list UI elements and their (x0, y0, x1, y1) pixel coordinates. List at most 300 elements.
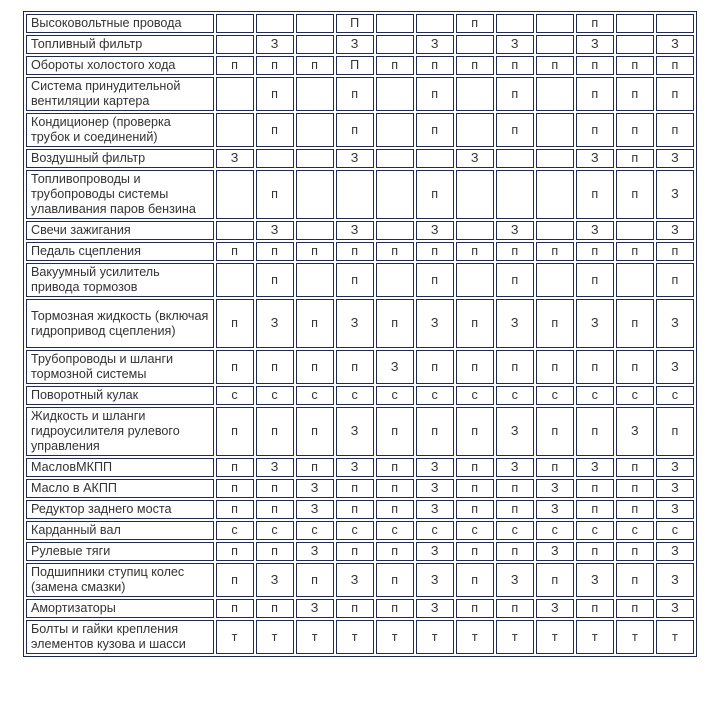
table-cell: с (416, 521, 454, 540)
table-cell: т (456, 620, 494, 654)
table-cell (296, 77, 334, 111)
table-cell: п (616, 113, 654, 147)
table-cell: З (496, 563, 534, 597)
table-cell (536, 221, 574, 240)
table-cell: З (656, 479, 694, 498)
table-cell (616, 35, 654, 54)
table-cell: п (416, 170, 454, 219)
table-cell: п (216, 563, 254, 597)
table-cell: с (296, 521, 334, 540)
table-cell: т (376, 620, 414, 654)
table-cell: п (416, 407, 454, 456)
table-cell: З (336, 299, 374, 348)
table-cell: п (256, 599, 294, 618)
table-cell: З (656, 221, 694, 240)
table-cell: п (496, 542, 534, 561)
table-cell: т (256, 620, 294, 654)
table-cell: З (416, 563, 454, 597)
table-cell (536, 170, 574, 219)
table-cell: п (616, 500, 654, 519)
table-cell: п (376, 563, 414, 597)
table-cell: п (496, 500, 534, 519)
table-cell: п (656, 242, 694, 261)
table-cell (376, 263, 414, 297)
table-cell: с (376, 521, 414, 540)
table-cell (376, 77, 414, 111)
table-row (26, 521, 694, 540)
table-cell: п (376, 479, 414, 498)
table-cell (456, 263, 494, 297)
table-cell: З (296, 542, 334, 561)
table-cell: с (336, 521, 374, 540)
table-cell: п (376, 56, 414, 75)
table-cell: п (256, 113, 294, 147)
table-cell (536, 35, 574, 54)
table-cell (216, 77, 254, 111)
table-cell: п (656, 56, 694, 75)
table-cell: п (536, 299, 574, 348)
table-cell (416, 14, 454, 33)
table-cell: п (376, 542, 414, 561)
table-cell: п (376, 458, 414, 477)
table-cell (376, 14, 414, 33)
table-cell: З (496, 407, 534, 456)
table-row (26, 542, 694, 561)
table-cell: п (456, 542, 494, 561)
table-cell: с (216, 521, 254, 540)
row-component-name: Рулевые тяги (26, 542, 214, 561)
table-cell: п (616, 599, 654, 618)
table-cell: п (256, 500, 294, 519)
table-cell: п (216, 350, 254, 384)
table-cell: с (256, 386, 294, 405)
table-cell: п (336, 542, 374, 561)
maintenance-table-body (26, 14, 694, 654)
table-cell: З (256, 221, 294, 240)
table-cell: п (256, 170, 294, 219)
row-component-name: Высоковольтные провода (26, 14, 214, 33)
table-cell: п (456, 242, 494, 261)
table-cell: п (376, 599, 414, 618)
table-cell: п (496, 350, 534, 384)
table-cell: п (416, 113, 454, 147)
table-cell: с (296, 386, 334, 405)
table-cell (536, 113, 574, 147)
table-cell: с (496, 521, 534, 540)
table-cell (376, 170, 414, 219)
table-row (26, 620, 694, 654)
table-cell: с (656, 521, 694, 540)
table-cell: п (656, 263, 694, 297)
table-cell: с (616, 521, 654, 540)
table-cell: З (496, 299, 534, 348)
table-cell: п (616, 77, 654, 111)
table-cell: п (616, 563, 654, 597)
table-cell: п (616, 479, 654, 498)
table-cell: п (496, 263, 534, 297)
table-cell: З (656, 563, 694, 597)
table-cell: З (576, 149, 614, 168)
table-cell: т (656, 620, 694, 654)
table-cell (536, 14, 574, 33)
table-cell: п (616, 170, 654, 219)
table-cell: п (216, 542, 254, 561)
table-cell: с (536, 386, 574, 405)
table-cell (496, 149, 534, 168)
table-cell: З (576, 221, 614, 240)
table-cell: п (456, 599, 494, 618)
table-cell (536, 77, 574, 111)
table-cell: п (256, 350, 294, 384)
table-cell: З (656, 35, 694, 54)
table-cell: с (656, 386, 694, 405)
row-component-name: Трубопроводы и шланги тормозной системы (26, 350, 214, 384)
row-component-name: Обороты холостого хода (26, 56, 214, 75)
table-cell: З (336, 407, 374, 456)
table-cell: З (376, 350, 414, 384)
table-cell: с (336, 386, 374, 405)
table-cell: с (456, 521, 494, 540)
table-cell: п (496, 113, 534, 147)
table-cell: п (576, 479, 614, 498)
table-cell: т (496, 620, 534, 654)
table-row (26, 479, 694, 498)
table-cell (216, 263, 254, 297)
table-cell: п (576, 56, 614, 75)
table-cell: п (296, 458, 334, 477)
row-component-name: Жидкость и шланги гидроусилителя рулевого управления (26, 407, 214, 456)
table-cell: т (536, 620, 574, 654)
table-cell: с (576, 521, 614, 540)
row-component-name: Тормозная жидкость (включая гидропривод сцепления) (26, 299, 214, 348)
table-cell: п (536, 563, 574, 597)
table-row (26, 14, 694, 33)
table-row (26, 242, 694, 261)
table-cell: З (576, 563, 614, 597)
table-cell: п (616, 149, 654, 168)
row-component-name: Редуктор заднего моста (26, 500, 214, 519)
table-cell: З (336, 35, 374, 54)
table-row (26, 386, 694, 405)
table-cell: п (496, 77, 534, 111)
table-cell: З (416, 542, 454, 561)
table-cell: п (216, 407, 254, 456)
table-row (26, 299, 694, 348)
table-cell: т (336, 620, 374, 654)
table-row (26, 500, 694, 519)
table-row (26, 263, 694, 297)
table-cell: п (416, 263, 454, 297)
row-component-name: Педаль сцепления (26, 242, 214, 261)
table-cell: п (616, 242, 654, 261)
table-cell: с (416, 386, 454, 405)
table-cell: З (536, 479, 574, 498)
table-cell: З (536, 500, 574, 519)
table-cell (456, 113, 494, 147)
table-row (26, 599, 694, 618)
table-cell: п (256, 407, 294, 456)
table-cell: п (296, 242, 334, 261)
table-cell: с (256, 521, 294, 540)
table-cell: с (496, 386, 534, 405)
row-component-name: Вакуумный усилитель привода тормозов (26, 263, 214, 297)
table-row (26, 350, 694, 384)
table-cell: п (576, 350, 614, 384)
table-cell (296, 221, 334, 240)
table-cell: с (456, 386, 494, 405)
table-cell: п (216, 56, 254, 75)
table-cell: с (616, 386, 654, 405)
table-cell: п (496, 599, 534, 618)
table-cell: п (296, 56, 334, 75)
table-cell: п (216, 500, 254, 519)
table-cell: З (296, 479, 334, 498)
table-cell (616, 263, 654, 297)
table-cell: З (496, 221, 534, 240)
table-cell (256, 149, 294, 168)
table-cell: с (576, 386, 614, 405)
table-cell (456, 170, 494, 219)
row-component-name: Топливный фильтр (26, 35, 214, 54)
table-cell: п (496, 242, 534, 261)
table-cell: З (416, 35, 454, 54)
table-cell: п (456, 407, 494, 456)
table-cell: п (296, 299, 334, 348)
table-cell: п (216, 599, 254, 618)
table-cell: п (656, 77, 694, 111)
table-cell (216, 221, 254, 240)
table-cell: п (416, 350, 454, 384)
table-cell: с (536, 521, 574, 540)
row-component-name: Карданный вал (26, 521, 214, 540)
table-cell: п (616, 542, 654, 561)
table-cell: З (336, 149, 374, 168)
table-cell (536, 149, 574, 168)
table-cell: п (296, 563, 334, 597)
table-cell: З (216, 149, 254, 168)
table-cell: п (296, 350, 334, 384)
table-cell: п (616, 350, 654, 384)
table-cell: с (376, 386, 414, 405)
table-cell (216, 113, 254, 147)
table-cell (216, 170, 254, 219)
table-cell: З (656, 458, 694, 477)
table-cell: п (576, 542, 614, 561)
table-cell: З (656, 149, 694, 168)
table-cell: З (256, 299, 294, 348)
row-component-name: Свечи зажигания (26, 221, 214, 240)
table-cell: п (376, 500, 414, 519)
table-row (26, 563, 694, 597)
table-cell: п (336, 500, 374, 519)
table-cell: п (576, 170, 614, 219)
table-cell: п (656, 407, 694, 456)
table-cell: З (536, 599, 574, 618)
table-row (26, 458, 694, 477)
table-cell: П (336, 56, 374, 75)
table-cell: п (376, 407, 414, 456)
row-component-name: Топливопроводы и трубопроводы системы улавливания паров бензина (26, 170, 214, 219)
table-cell (296, 14, 334, 33)
table-cell: п (336, 350, 374, 384)
table-cell: З (576, 35, 614, 54)
table-cell: З (416, 458, 454, 477)
row-component-name: Амортизаторы (26, 599, 214, 618)
table-cell: т (616, 620, 654, 654)
table-cell (376, 35, 414, 54)
table-cell (296, 263, 334, 297)
table-cell: З (336, 563, 374, 597)
table-cell (336, 170, 374, 219)
table-cell (456, 77, 494, 111)
maintenance-schedule-table (24, 12, 696, 656)
row-component-name: Масло в АКПП (26, 479, 214, 498)
table-cell: З (416, 479, 454, 498)
table-cell: п (376, 299, 414, 348)
table-cell (416, 149, 454, 168)
table-cell: З (336, 221, 374, 240)
table-row (26, 35, 694, 54)
table-cell (296, 149, 334, 168)
table-cell (216, 14, 254, 33)
table-cell: п (576, 242, 614, 261)
table-cell: п (456, 563, 494, 597)
table-cell: З (416, 221, 454, 240)
table-cell: п (456, 500, 494, 519)
table-cell: З (656, 500, 694, 519)
table-cell: п (576, 407, 614, 456)
table-cell (296, 113, 334, 147)
table-cell: п (616, 299, 654, 348)
table-cell: З (656, 542, 694, 561)
table-cell (536, 263, 574, 297)
table-cell (296, 170, 334, 219)
table-cell: З (296, 500, 334, 519)
table-cell (496, 14, 534, 33)
table-cell: с (216, 386, 254, 405)
table-cell: п (616, 56, 654, 75)
table-cell: п (576, 113, 614, 147)
row-component-name: МасловМКПП (26, 458, 214, 477)
table-cell (456, 35, 494, 54)
table-cell: З (576, 299, 614, 348)
table-cell: п (456, 299, 494, 348)
table-cell (256, 14, 294, 33)
table-cell: п (416, 77, 454, 111)
table-cell: З (496, 35, 534, 54)
table-cell: п (576, 500, 614, 519)
table-cell: З (296, 599, 334, 618)
table-cell: п (216, 458, 254, 477)
table-cell: п (576, 263, 614, 297)
table-cell: п (256, 56, 294, 75)
table-cell: п (256, 479, 294, 498)
table-cell (296, 35, 334, 54)
table-cell: п (336, 77, 374, 111)
table-cell: п (456, 458, 494, 477)
table-row (26, 149, 694, 168)
table-cell: З (256, 563, 294, 597)
table-cell: З (256, 458, 294, 477)
row-component-name: Воздушный фильтр (26, 149, 214, 168)
table-cell: п (536, 458, 574, 477)
table-cell: п (376, 242, 414, 261)
row-component-name: Поворотный кулак (26, 386, 214, 405)
table-cell: т (216, 620, 254, 654)
table-cell (376, 221, 414, 240)
table-cell: п (536, 242, 574, 261)
table-row (26, 113, 694, 147)
table-cell: З (656, 599, 694, 618)
table-cell: п (256, 77, 294, 111)
table-cell: п (336, 479, 374, 498)
table-cell: п (536, 350, 574, 384)
table-cell: п (336, 599, 374, 618)
table-cell: З (616, 407, 654, 456)
table-cell (376, 149, 414, 168)
table-cell: З (536, 542, 574, 561)
table-cell (376, 113, 414, 147)
table-row (26, 170, 694, 219)
table-cell: п (536, 56, 574, 75)
table-cell: З (416, 299, 454, 348)
table-cell: З (656, 350, 694, 384)
table-cell (616, 14, 654, 33)
table-cell: З (256, 35, 294, 54)
table-cell: п (416, 242, 454, 261)
table-cell: п (456, 479, 494, 498)
table-cell: п (256, 263, 294, 297)
table-cell: п (616, 458, 654, 477)
table-cell: т (416, 620, 454, 654)
row-component-name: Подшипники ступиц колес (замена смазки) (26, 563, 214, 597)
table-cell: п (536, 407, 574, 456)
table-cell: п (456, 56, 494, 75)
table-cell: п (656, 113, 694, 147)
table-cell: п (336, 263, 374, 297)
table-cell: п (456, 350, 494, 384)
table-cell: п (496, 56, 534, 75)
table-cell: п (456, 14, 494, 33)
table-cell: т (296, 620, 334, 654)
table-cell (616, 221, 654, 240)
table-cell: п (256, 242, 294, 261)
row-component-name: Болты и гайки крепления элементов кузова и шасси (26, 620, 214, 654)
table-cell: З (416, 500, 454, 519)
table-cell: п (216, 479, 254, 498)
table-cell: п (576, 77, 614, 111)
table-cell: т (576, 620, 614, 654)
row-component-name: Кондиционер (проверка трубок и соединений) (26, 113, 214, 147)
table-cell: п (256, 542, 294, 561)
table-cell: п (216, 242, 254, 261)
table-cell: З (456, 149, 494, 168)
table-cell (496, 170, 534, 219)
table-row (26, 407, 694, 456)
table-cell: З (336, 458, 374, 477)
table-cell: п (496, 479, 534, 498)
table-cell: З (416, 599, 454, 618)
table-cell (656, 14, 694, 33)
table-cell: п (216, 299, 254, 348)
table-cell (456, 221, 494, 240)
table-cell: П (336, 14, 374, 33)
table-cell: З (656, 299, 694, 348)
table-cell: п (416, 56, 454, 75)
row-component-name: Система принудительной вентиляции картера (26, 77, 214, 111)
table-cell: п (336, 113, 374, 147)
table-cell: п (336, 242, 374, 261)
